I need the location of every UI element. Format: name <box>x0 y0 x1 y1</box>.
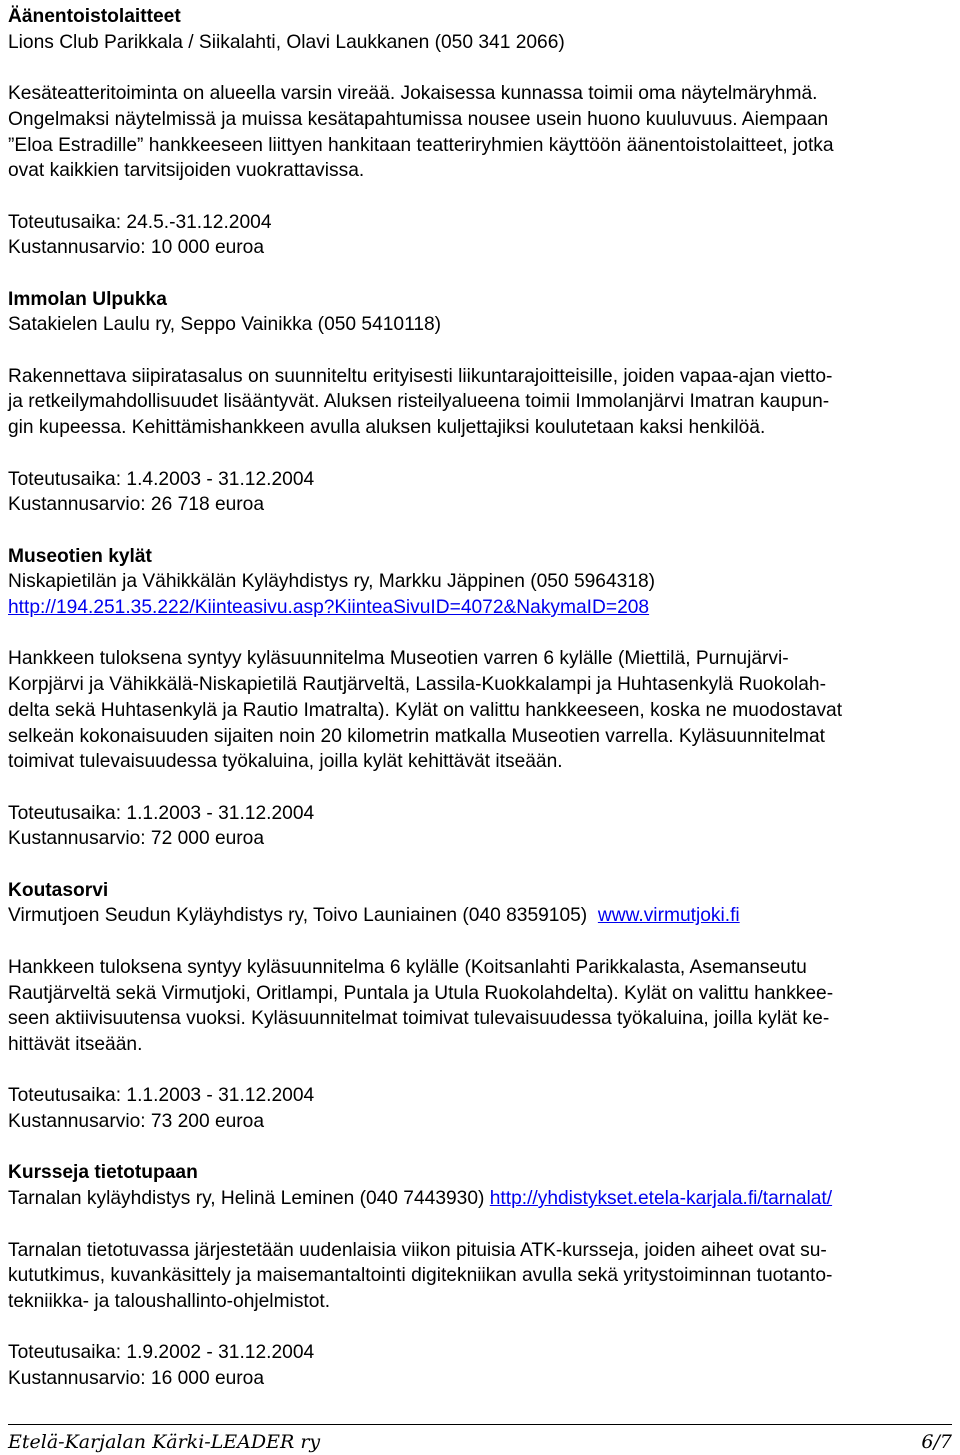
kustannusarvio: Kustannusarvio: 72 000 euroa <box>8 828 265 850</box>
toteutusaika: Toteutusaika: 1.9.2002 - 31.12.2004 <box>8 1342 315 1364</box>
document-page <box>8 4 953 1392</box>
page-number: 6/7 <box>921 1431 952 1453</box>
section-inline-link[interactable]: http://yhdistykset.etela-karjala.fi/tarnalat/ <box>489 1188 833 1210</box>
body-line: selkeän kokonaisuuden sijaiten noin 20 kilometrin matkalla Museotien varrella. Kyläsuunnitelmat <box>8 725 825 747</box>
section-koutasorvi <box>8 878 953 1161</box>
body-line: Rakennettava siipiratasalus on suunniteltu erityisesti liikuntarajoitteisille, joiden vapaa-ajan vietto- <box>8 365 833 387</box>
kustannusarvio: Kustannusarvio: 73 200 euroa <box>8 1111 265 1133</box>
kustannusarvio: Kustannusarvio: 10 000 euroa <box>8 237 265 259</box>
body-line: ”Eloa Estradille” hankkeeseen liittyen hankitaan teatteriryhmien käyttöön äänentoistolaitteet, jotka <box>8 134 834 156</box>
section-title: Koutasorvi <box>8 879 109 901</box>
body-line: gin kupeessa. Kehittämishankkeen avulla aluksen kuljettajiksi koulutetaan kaksi henkilöä. <box>8 417 766 439</box>
section-title: Museotien kylät <box>8 545 152 567</box>
section-contact: Niskapietilän ja Vähikkälän Kyläyhdistys ry, Markku Jäppinen (050 5964318) <box>8 571 656 593</box>
body-line: seen aktiivisuutensa vuoksi. Kyläsuunnitelmat toimivat tulevaisuudessa työkaluina, joilla kylät ke- <box>8 1008 830 1030</box>
body-line: ovat kaikkien tarvitsijoiden vuokrattavissa. <box>8 160 365 182</box>
body-line: Ongelmaksi näytelmissä ja muissa kesätapahtumissa nousee usein huono kuuluvuus. Aiempaan <box>8 108 829 130</box>
section-link[interactable]: http://194.251.35.222/Kiinteasivu.asp?KiinteaSivuID=4072&NakymaID=208 <box>8 597 650 619</box>
section-immolan-ulpukka <box>8 287 953 544</box>
section-title: Kursseja tietotupaan <box>8 1162 198 1184</box>
section-kursseja-tietotupaan <box>8 1160 953 1391</box>
body-line: delta sekä Huhtasenkylä ja Rautio Imatralta). Kylät on valittu hankkeeseen, koska ne muodostavat <box>8 699 843 721</box>
section-inline-link[interactable]: www.virmutjoki.fi <box>597 905 740 927</box>
section-contact: Tarnalan kyläyhdistys ry, Helinä Leminen (040 7443930) <box>8 1188 485 1210</box>
body-line: Kesäteatteritoiminta on alueella varsin vireää. Jokaisessa kunnassa toimii oma näytelmäryhmä. <box>8 83 818 105</box>
body-line: toimivat tulevaisuudessa työkaluina, joilla kylät kehittävät itseään. <box>8 751 563 773</box>
body-line: Rautjärveltä sekä Virmutjoki, Oritlampi, Puntala ja Utula Ruokolahdelta). Kylät on valittu hankkee- <box>8 982 834 1004</box>
page-footer <box>8 1424 952 1453</box>
body-line: kututkimus, kuvankäsittely ja maisemantaltointi digitekniikan avulla sekä yritystoiminnan tuotanto- <box>8 1265 833 1287</box>
section-title: Immolan Ulpukka <box>8 288 167 310</box>
toteutusaika: Toteutusaika: 1.1.2003 - 31.12.2004 <box>8 802 315 824</box>
toteutusaika: Toteutusaika: 1.1.2003 - 31.12.2004 <box>8 1085 315 1107</box>
kustannusarvio: Kustannusarvio: 16 000 euroa <box>8 1368 265 1390</box>
body-line: ja retkeilymahdollisuudet lisääntyvät. Aluksen risteilyalueena toimii Immolanjärvi Imatran kaupun- <box>8 391 830 413</box>
section-title: Äänentoistolaitteet <box>8 6 181 27</box>
footer-organization: Etelä-Karjalan Kärki-LEADER ry <box>8 1431 321 1453</box>
section-contact: Satakielen Laulu ry, Seppo Vainikka (050 5410118) <box>8 314 442 336</box>
body-line: Hankkeen tuloksena syntyy kyläsuunnitelma Museotien varren 6 kylälle (Miettilä, Purnujärvi- <box>8 648 789 670</box>
toteutusaika: Toteutusaika: 24.5.-31.12.2004 <box>8 211 272 233</box>
section-contact: Lions Club Parikkala / Siikalahti, Olavi Laukkanen (050 341 2066) <box>8 31 565 53</box>
body-line: Tarnalan tietotuvassa järjestetään uudenlaisia viikon pituisia ATK-kursseja, joiden aiheet ovat su- <box>8 1239 827 1261</box>
kustannusarvio: Kustannusarvio: 26 718 euroa <box>8 494 265 516</box>
body-line: tekniikka- ja taloushallinto-ohjelmistot. <box>8 1290 331 1312</box>
body-line: Korpjärvi ja Vähikkälä-Niskapietilä Rautjärveltä, Lassila-Kuokkalampi ja Huhtasenkylä Ruokolah- <box>8 674 826 696</box>
section-contact: Virmutjoen Seudun Kyläyhdistys ry, Toivo Launiainen (040 8359105) <box>8 905 588 927</box>
body-line: hittävät itseään. <box>8 1033 143 1055</box>
toteutusaika: Toteutusaika: 1.4.2003 - 31.12.2004 <box>8 468 315 490</box>
section-aanentoistolaitteet <box>8 4 953 287</box>
section-museotien-kylat <box>8 544 953 878</box>
body-line: Hankkeen tuloksena syntyy kyläsuunnitelma 6 kylälle (Koitsanlahti Parikkalasta, Asemanseutu <box>8 956 807 978</box>
